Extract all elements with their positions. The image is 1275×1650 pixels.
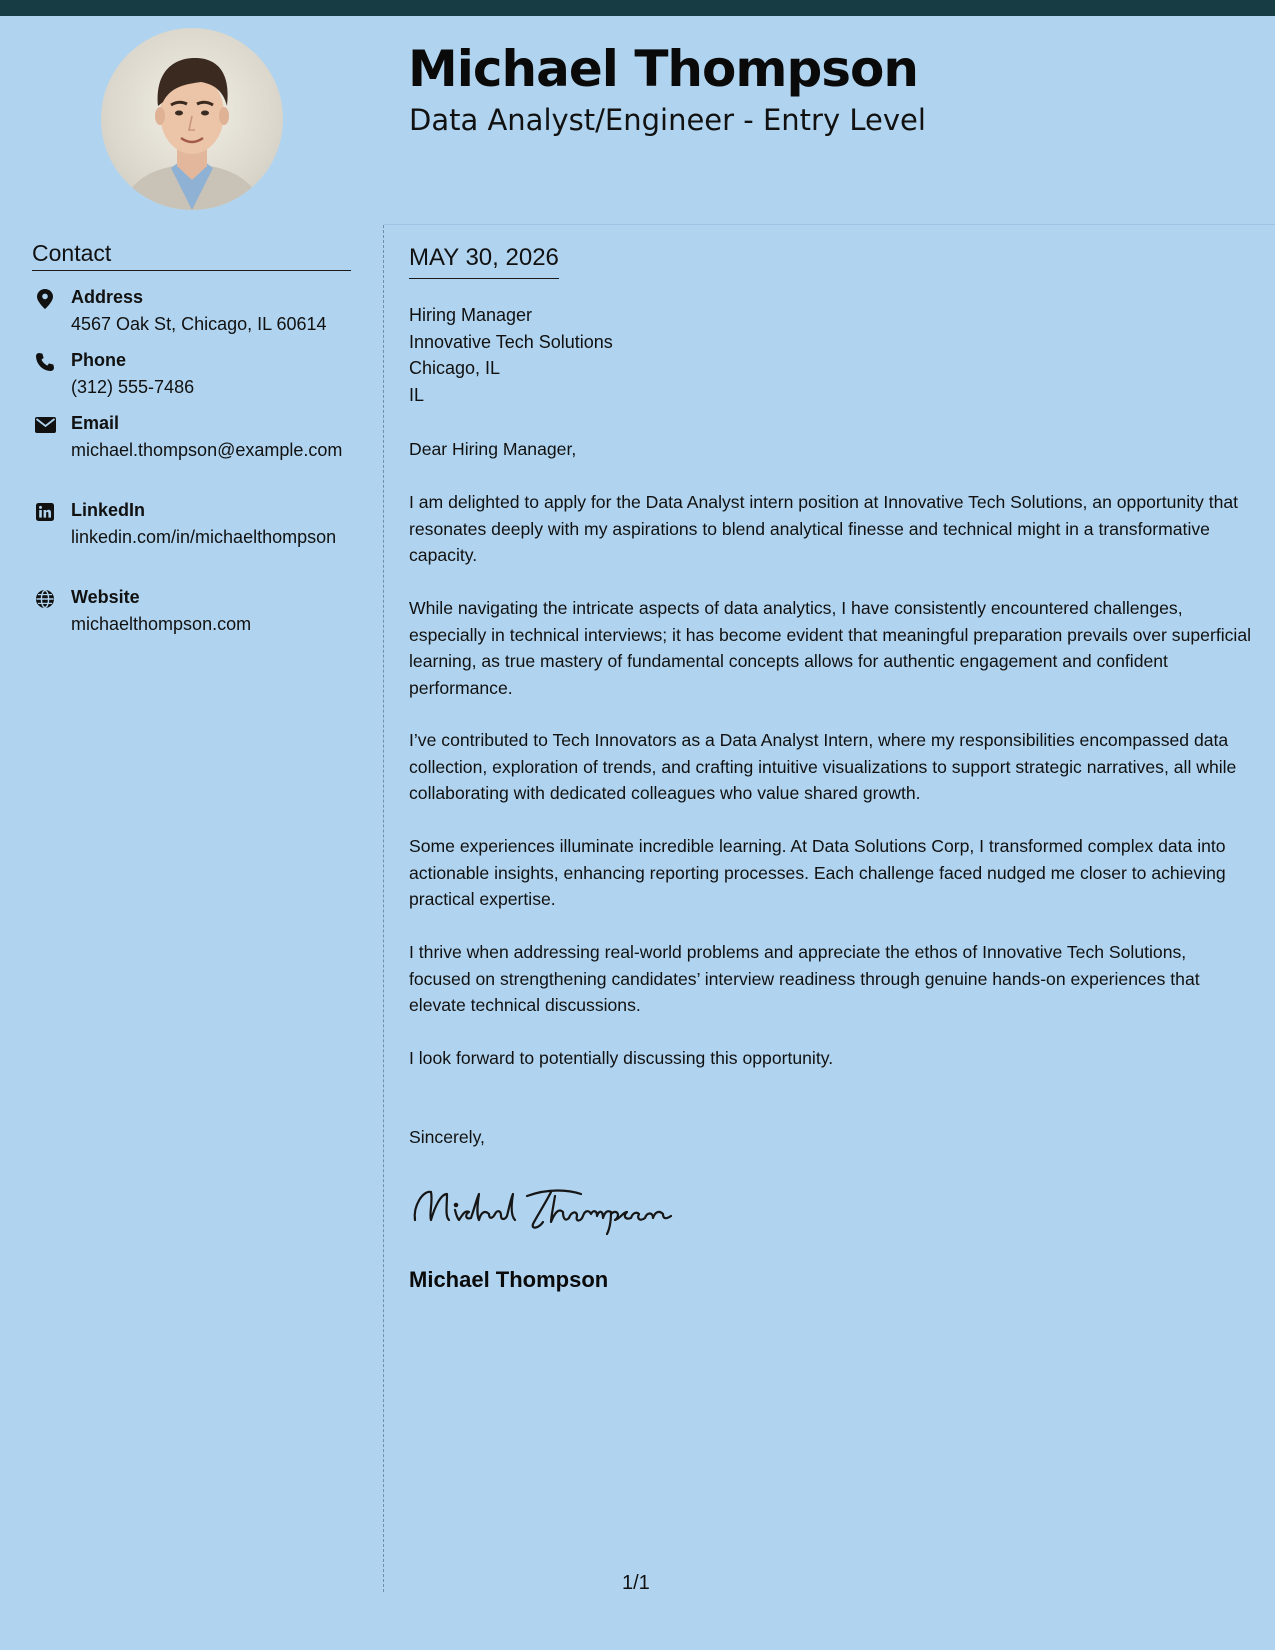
recipient-line: Chicago, IL: [409, 358, 501, 378]
signed-name: Michael Thompson: [409, 1267, 609, 1292]
phone-icon: [32, 351, 58, 373]
email-value[interactable]: michael.thompson@example.com: [71, 440, 343, 460]
letter-paragraph: I am delighted to apply for the Data Analyst intern position at Innovative Tech Solutions, an opportunity that resonates deeply with my aspirations to blend analytical finesse and technical might in a transformative capacity.: [409, 492, 1239, 565]
recipient-line: Hiring Manager: [409, 305, 533, 325]
website-label: Website: [71, 587, 140, 607]
handwritten-signature: [409, 1176, 679, 1236]
avatar-portrait: [101, 28, 283, 210]
column-divider: [383, 225, 384, 1592]
job-title: Data Analyst/Engineer - Entry Level: [409, 103, 926, 137]
letter-paragraph: While navigating the intricate aspects of data analytics, I have consistently encountered challenges, especially in technical interviews; it has become evident that meaningful preparation prevails over superficial learning, as true mastery of fundamental concepts allows for authentic engagement and confident performance.: [409, 598, 1252, 698]
letter-paragraph: I’ve contributed to Tech Innovators as a Data Analyst Intern, where my responsibilities encompassed data collection, exploration of trends, and crafting intuitive visualizations to support strategic narratives, all while collaborating with dedicated colleagues who value shared growth.: [409, 730, 1237, 803]
recipient-line: Innovative Tech Solutions: [409, 331, 613, 352]
avatar: [101, 28, 283, 210]
closing: Sincerely,: [409, 1127, 485, 1147]
envelope-icon: [32, 414, 58, 436]
contact-heading: Contact: [32, 240, 351, 271]
letter-paragraph: I look forward to potentially discussing this opportunity.: [409, 1048, 834, 1068]
email-label: Email: [71, 413, 120, 433]
address-label: Address: [71, 287, 144, 307]
page-number: 1/1: [622, 1572, 650, 1594]
applicant-name: Michael Thompson: [408, 40, 918, 98]
top-bar: [0, 0, 1275, 16]
salutation: Dear Hiring Manager,: [409, 439, 577, 459]
linkedin-label: LinkedIn: [71, 500, 146, 520]
header-divider: [384, 224, 1275, 225]
phone-value: (312) 555-7486: [71, 377, 195, 397]
globe-icon: [32, 588, 58, 610]
letter-date: MAY 30, 2026: [409, 244, 559, 279]
phone-label: Phone: [71, 350, 127, 370]
website-value[interactable]: michaelthompson.com: [71, 614, 252, 634]
linkedin-value[interactable]: linkedin.com/in/michaelthompson: [71, 527, 337, 547]
map-pin-icon: [32, 288, 58, 310]
recipient-line: IL: [409, 384, 425, 405]
linkedin-icon: [32, 501, 58, 523]
letter-paragraph: Some experiences illuminate incredible learning. At Data Solutions Corp, I transformed complex data into actionable insights, enhancing reporting processes. Each challenge faced nudged me closer to achieving practical expertise.: [409, 836, 1226, 909]
address-value: 4567 Oak St, Chicago, IL 60614: [71, 314, 327, 334]
recipient-block: [409, 302, 613, 408]
letter-paragraph: I thrive when addressing real-world problems and appreciate the ethos of Innovative Tech Solutions, focused on strengthening candidates’ interview readiness through genuine hands-on experiences that elevate technical discussions.: [409, 942, 1200, 1015]
